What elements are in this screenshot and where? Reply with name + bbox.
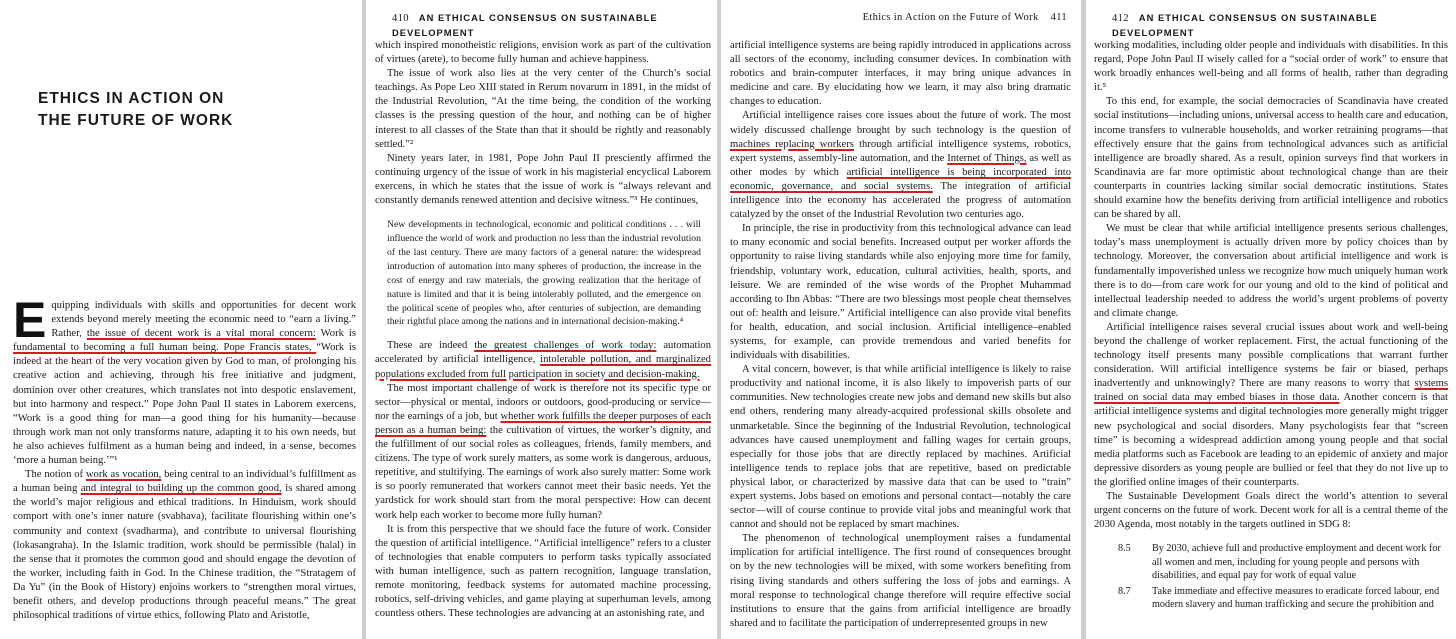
running-header <box>1112 11 1456 41</box>
page-410 <box>366 0 717 639</box>
highlight-underline: whether work fulfills the deeper purposes of each person as a human being: <box>375 410 711 436</box>
text-run: The most important challenge of work is therefore not its specific type or sector—physical or mental, indoors or outdoors, good-producing or service—nor the earnings of a job, but <box>375 382 711 422</box>
text-run: Work is <box>315 328 356 340</box>
paragraph: It is from this perspective that we should face the future of work. Consider the question of artificial intelligence. “Artificial intelligence” refers to a cluster of technologies that enable computers to perform tasks typically associated with human intelligence, such as pattern recognition, language translation, remote monitoring, feedback systems for automated machine processing, robotics, self-driving vehicles, and game playing at superhuman levels, among countless others. These technologies are advancing at an astonishing rate, and <box>375 523 711 620</box>
chapter-title-line-2: THE FUTURE OF WORK <box>38 112 234 129</box>
paragraph: A vital concern, however, is that while artificial intelligence is likely to raise productivity and national income, it is also likely to impoverish parts of our communities. New technologies create new jobs and demand new skills but also end others, rendering many already-acquired professional skills obsolete and unmarketable. Since the beginning of the Industrial Revolution, technological advances have caused unemployment and falling wages for certain groups, especially for those jobs that are directly replaced by machines. Artificial intelligence tends to replace jobs that are repetitive, based on predictable physical labor, or characterized by massive data that can be used to “train” expert systems. Jobs based on emotions and personal contact—notably the care sector—will of course continue to provide vital jobs and meaningful work that cannot and should not be replaced by smart machines. <box>730 364 1071 531</box>
paragraph <box>1094 321 1448 490</box>
sdg-target-text: Take immediate and effective measures to eradicate forced labour, end modern slavery and human trafficking and secure the prohibition and <box>1152 586 1440 611</box>
running-title: AN ETHICAL CONSENSUS ON SUSTAINABLE DEVELOPMENT <box>392 12 658 39</box>
text-run: quipping individuals with skills and opportunities for decent work extends beyond merely meeting the economic need to “earn a living.” Rather, <box>51 300 356 340</box>
page-number: 411 <box>1050 12 1067 23</box>
running-title: AN ETHICAL CONSENSUS ON SUSTAINABLE DEVELOPMENT <box>1112 12 1378 39</box>
paragraph <box>375 382 711 523</box>
text-run: “Work is indeed at the heart of the very vocation given by God to man, of prolonging his creative action and achieving, through his free initiative and judgment, dominion over other creatures, which translates not into despotic enslavement, but into harmony and respect.” Pope John Paul II states in Laborem exercens, “Work is a good thing for man—a good thing for his humanity—because through work man not only transforms nature, adapting it to his own needs, but he also achieves fulfilment as a human being and indeed, in a sense, becomes ‘more a human being.’”¹ <box>13 342 356 467</box>
highlight-underline: the greatest challenges of work today: <box>474 340 657 352</box>
paragraph: In principle, the rise in productivity from this technological advance can lead to many economic and social benefits. Increased output per worker affords the opportunity to raise living standards while also enjoying more time for family, friendship, voluntary work, education, cultural activities, health, sports, and leisure. We are reminded of the wise words of the Prophet Muhammad according to Ibn Abbas: “There are two blessings most people cheat themselves out of: health and leisure.” Artificial intelligence can also provide vital benefits for health, education, and social inclusion. Artificial intelligence–enabled systems, for example, can provide tremendous and varied benefits for individuals with disabilities. <box>730 223 1071 362</box>
text-run: The notion of <box>25 469 86 481</box>
text-run: is shared among the world’s major religious and ethical traditions. In Hinduism, work should comport with one’s inner nature (svabhava), facilitate flourishing within one’s community and context (svadharma), and contribute to universal flourishing (lokasangraha). In the Islamic tradition, work should be permissible (halal) in the sense that it promotes the common good and should engage the devotion of the worker, including faith in God. In the Chinese tradition, the “Stratagem of Da Yu” (in the Book of History) enjoins workers to “strengthen moral virtues, benefit others, and develop productions through peaceful means.” The great philosophical traditions of virtue ethics, following Plato and Aristotle, <box>13 483 356 622</box>
running-header <box>863 11 1067 25</box>
paragraph: which inspired monotheistic religions, envision work as part of the cultivation of virtues (arete), to become fully human and achieve happiness. <box>375 40 711 66</box>
page-1-body <box>13 292 356 623</box>
page-number: 412 <box>1112 13 1129 24</box>
chapter-title-line-1: ETHICS IN ACTION ON <box>38 90 225 107</box>
paragraph: Ninety years later, in 1981, Pope John Paul II presciently affirmed the continuing urgency of the issue of work in his magisterial encyclical Laborem exercens, in which he states that the issue of work is “always relevant and constantly demands renewed attention and decisive witness.”³ He continues, <box>375 152 711 207</box>
text-run: Another concern is that artificial intelligence systems and digital technologies more generally might trigger new psychological and social disorders. Many psychologists fear that “screen time” is becoming a widespread addiction among young people and that social media platforms such as Facebook are leading to an epidemic of anxiety and major depressive disorders as young people are bullied or feel that they do not live up to the glorified online images of their counterparts. <box>1094 392 1448 488</box>
paragraph: artificial intelligence systems are being rapidly introduced in applications across all sectors of the economy, including consumer devices. In combination with robotics and brain-computer interfaces, it may bring unique advances in medicine and care. By elucidating how we learn, it may also bring dramatic changes to education. <box>730 40 1071 108</box>
highlight-underline: intolerable pollution, and marginalized populations excluded from full participation in society and decision-making. <box>375 354 711 380</box>
sdg-target-list <box>1094 542 1448 611</box>
highlight-underline: systems trained on social data may embed biases in those data. <box>1094 378 1448 404</box>
chapter-title <box>38 88 233 132</box>
highlight-underline: machines replacing workers <box>730 138 854 150</box>
text-run: being central to an individual’s fulfillment as a human being <box>13 469 356 495</box>
text-run: the cultivation of virtues, the worker’s dignity, and the fulfillment of our social roles as colleagues, friends, family members, and citizens. The type of work surely matters, as some work is dangerous, arduous, repetitive, and stultifying. The earnings of work also surely matter: Some work is so poorly remunerated that workers cannot meet their basic needs. Yet the yardstick for work should start from the moral perspective: How can decent work help each worker to become more fully human? <box>375 424 711 521</box>
highlight-underline: fundamental to becoming a full human being. Pope Francis states, <box>13 342 317 354</box>
page-number: 410 <box>392 13 409 24</box>
highlight-underline: the issue of decent work is a vital moral concern: <box>86 328 316 340</box>
page-411 <box>721 0 1081 639</box>
sdg-target-number: 8.5 <box>1118 543 1131 555</box>
text-run: These are indeed <box>387 340 475 352</box>
text-run: through artificial intelligence systems, robotics, expert systems, assembly-line automation, and the <box>730 138 1072 164</box>
paragraph: The phenomenon of technological unemployment raises a fundamental implication for artificial intelligence. The first round of consequences brought on by the new technologies will be mixed, with some workers benefiting from rising living standards and others suffering the loss of jobs and earnings. A moral response to technological change therefore will require effective social institutions to ensure that the gains from artificial intelligence are broadly shared and to facilitate the participation of underrepresented groups in new <box>730 533 1071 629</box>
paragraph <box>13 292 356 468</box>
paragraph <box>13 468 356 623</box>
page-412 <box>1086 0 1456 639</box>
paragraph <box>730 109 1071 222</box>
text-run: automation accelerated by artificial intelligence, <box>375 340 711 366</box>
running-header <box>392 11 717 41</box>
sdg-target-number: 8.7 <box>1118 586 1131 598</box>
text-run: Artificial intelligence raises core issues about the future of work. The most widely discussed challenge brought by such technology is the question of <box>730 110 1071 136</box>
paragraph: We must be clear that while artificial intelligence presents serious challenges, today’s mass unemployment is actually driven more by policy choices than by technology. Moreover, the conversation about artificial intelligence and work is fundamentally impoverished unless we recognize how much uniquely human work there is to do—from care work for our young and old to the kind of political and intellectual leadership needed to address the world’s urgent problems of poverty and climate change. <box>1094 223 1448 319</box>
sdg-target <box>1094 585 1448 612</box>
sdg-target <box>1094 542 1448 582</box>
highlight-underline: work as vocation, <box>85 469 162 481</box>
page-1 <box>0 0 362 639</box>
paragraph: working modalities, including older people and individuals with disabilities. In this regard, Pope John Paul II wisely called for a “social order of work” to ensure that work broadly enhances well-being and all forms of health, rather than degrading it.⁵ <box>1094 40 1448 94</box>
sdg-target-text: By 2030, achieve full and productive employment and decent work for all women and men, including for young people and persons with disabilities, and equal pay for work of equal value <box>1152 543 1441 581</box>
text-run: The integration of artificial intelligence into the economy has accelerated the progress of automation catalyzed by the onset of the Industrial Revolution two centuries ago. <box>730 180 1071 221</box>
drop-cap: E <box>13 292 47 348</box>
highlight-underline: artificial intelligence is being incorporated into economic, governance, and social systems. <box>730 166 1071 192</box>
text-run: as well as other modes by which <box>730 152 1071 178</box>
paragraph <box>375 339 711 381</box>
paragraph: The Sustainable Development Goals direct the world’s attention to several urgent concerns on the future of work. Decent work for all is a central theme of the 2030 Agenda, most notably in the targets outlined in SDG 8: <box>1094 491 1448 531</box>
text-run: Artificial intelligence raises several crucial issues about work and well-being beyond the challenge of worker replacement. First, the actual functioning of the technology itself presents many possible complications that warrant further consideration. Will artificial intelligence systems be fair or biased, perhaps inadvertently and unknowingly? There are many reasons to worry that <box>1094 321 1448 390</box>
paragraph: To this end, for example, the social democracies of Scandinavia have created social institutions—including unions, universal access to health care and education, income transfers to vulnerable households, and worker retraining programs—that effectively ensure that the gains from technological advances such as artificial intelligence are broadly shared. As a result, opinion surveys find that workers in Scandinavia are far more optimistic about technological change than are their counterparts in countries lacking similar social democratic institutions. States should examine how the benefits deriving from artificial intelligence and robotics can be shared by all. <box>1094 96 1448 221</box>
block-quote: New developments in technological, economic and political conditions . . . will influence the world of work and production no less than the industrial revolution of the last century. There are many factors of a general nature: the widespread introduction of automation into many spheres of production, the increase in the cost of energy and raw materials, the growing realization that the heritage of nature is limited and that it is being intolerably polluted, and the emergence on the political scene of peoples who, after centuries of subjection, are demanding their rightful place among the nations and in international decision-making.⁴ <box>387 219 701 328</box>
highlight-underline: and integral to building up the common good, <box>80 483 282 495</box>
page-411-body <box>730 39 1071 631</box>
paragraph: The issue of work also lies at the very center of the Church’s social teachings. As Pope Leo XIII stated in Rerum novarum in 1891, in the midst of the Industrial Revolution, “At the time being, the condition of the working classes is the pressing question of the hour, and nothing can be of higher interest to all classes of the State than that it should be rightly and reasonably settled.”² <box>375 68 711 150</box>
page-412-body <box>1094 39 1448 615</box>
running-title: Ethics in Action on the Future of Work <box>862 12 1039 23</box>
page-410-body <box>375 39 711 621</box>
highlight-underline: Internet of Things, <box>947 152 1027 164</box>
